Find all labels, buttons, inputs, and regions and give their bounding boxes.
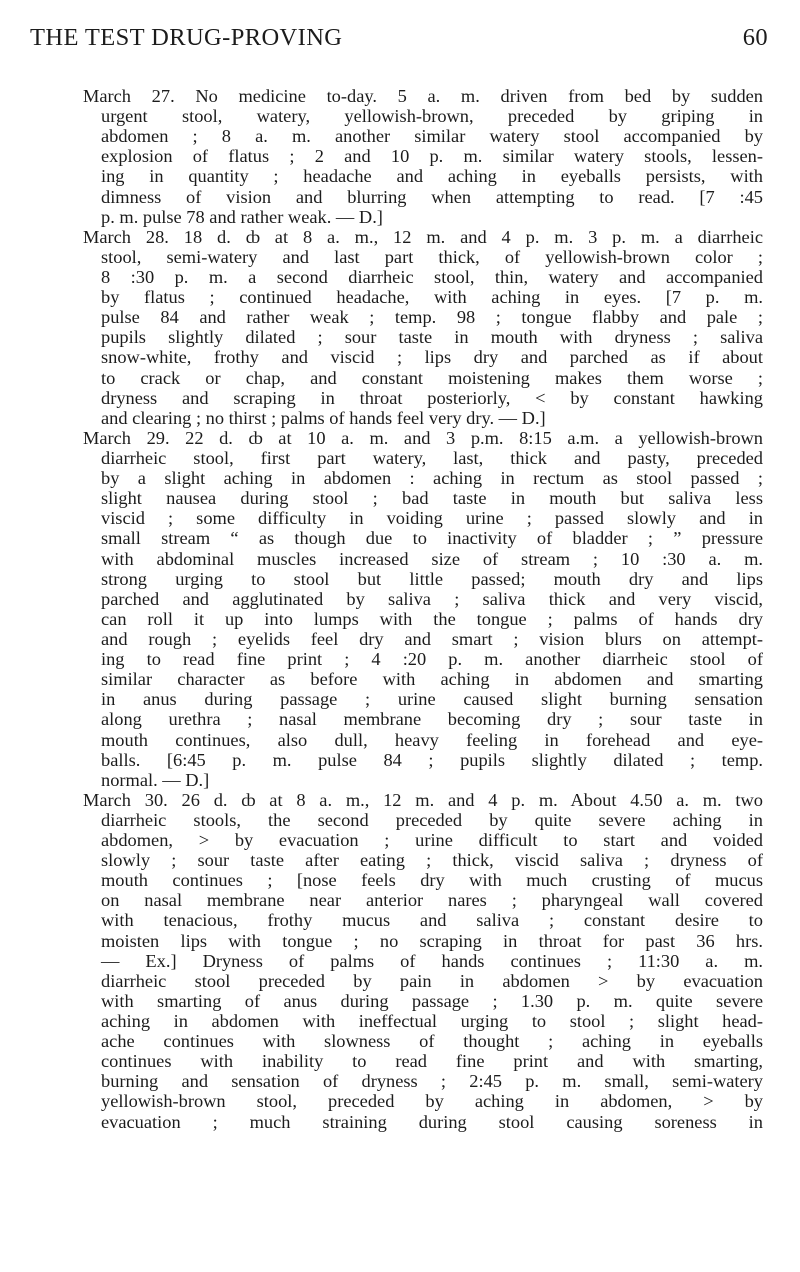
text-line: and clearing ; no thirst ; palms of hands feel very dry. — D.] <box>101 407 546 428</box>
text-line: pupils slightly dilated ; sour taste in mouth with dryness ; saliva <box>101 327 763 348</box>
text-line: — Ex.] Dryness of palms of hands continues ; 11:30 a. m. <box>101 950 763 971</box>
text-line: pulse 84 and rather weak ; temp. 98 ; tongue flabby and pale ; <box>101 307 763 328</box>
text-line: burning and sensation of dryness ; 2:45 p. m. small, semi-watery <box>101 1071 763 1092</box>
text-line: small stream “ as though due to inactivity of bladder ; ” pressure <box>101 528 763 549</box>
text-line: p. m. pulse 78 and rather weak. — D.] <box>101 206 383 227</box>
text-line: abdomen, > by evacuation ; urine difficult to start and voided <box>101 830 763 851</box>
text-line: mouth continues, also dull, heavy feeling in forehead and eye- <box>101 729 763 750</box>
text-line: diarrheic stool preceded by pain in abdomen > by evacuation <box>101 970 763 991</box>
text-line: to crack or chap, and constant moistening makes them worse ; <box>101 367 763 388</box>
text-line: strong urging to stool but little passed; mouth dry and lips <box>101 568 763 589</box>
text-line: moisten lips with tongue ; no scraping in throat for past 36 hrs. <box>101 930 763 951</box>
text-line: ing to read fine print ; 4 :20 p. m. another diarrheic stool of <box>101 649 763 670</box>
text-line: on nasal membrane near anterior nares ; pharyngeal wall covered <box>101 890 763 911</box>
text-line: yellowish-brown stool, preceded by aching in abdomen, > by <box>101 1091 763 1112</box>
text-line: similar character as before with aching in abdomen and smarting <box>101 669 763 690</box>
text-line: ing in quantity ; headache and aching in eyeballs persists, with <box>101 166 763 187</box>
text-line: continues with inability to read fine print and with smarting, <box>101 1051 763 1072</box>
text-line: dimness of vision and blurring when attempting to read. [7 :45 <box>101 186 763 207</box>
text-line: by a slight aching in abdomen : aching in rectum as stool passed ; <box>101 468 763 489</box>
text-line: parched and agglutinated by saliva ; saliva thick and very viscid, <box>101 588 763 609</box>
text-line: with tenacious, frothy mucus and saliva ; constant desire to <box>101 910 763 931</box>
running-head <box>30 24 768 58</box>
journal-entries <box>83 86 763 1132</box>
text-line: aching in abdomen with ineffectual urging to stool ; slight head- <box>101 1011 763 1032</box>
text-line: and rough ; eyelids feel dry and smart ; vision blurs on attempt- <box>101 628 763 649</box>
text-line: stool, semi-watery and last part thick, of yellowish-brown color ; <box>101 246 763 267</box>
text-line: ache continues with slowness of thought ; aching in eyeballs <box>101 1031 763 1052</box>
text-line: dryness and scraping in throat posteriorly, < by constant hawking <box>101 387 763 408</box>
text-line: evacuation ; much straining during stool causing soreness in <box>101 1111 763 1132</box>
text-line: with smarting of anus during passage ; 1.30 p. m. quite severe <box>101 990 763 1011</box>
text-line: can roll it up into lumps with the tongue ; palms of hands dry <box>101 608 763 629</box>
entry-date-line: March 27. No medicine to-day. 5 a. m. driven from bed by sudden <box>83 86 763 106</box>
text-line: diarrheic stools, the second preceded by quite severe aching in <box>101 809 763 830</box>
text-line: urgent stool, watery, yellowish-brown, preceded by griping in <box>101 106 763 127</box>
text-line: snow-white, frothy and viscid ; lips dry and parched as if about <box>101 347 763 368</box>
text-line: normal. — D.] <box>101 769 210 790</box>
text-line: abdomen ; 8 a. m. another similar watery stool accompanied by <box>101 126 763 147</box>
text-line: 8 :30 p. m. a second diarrheic stool, thin, watery and accompanied <box>101 266 763 287</box>
text-line: along urethra ; nasal membrane becoming dry ; sour taste in <box>101 709 763 730</box>
text-line: slight nausea during stool ; bad taste in mouth but saliva less <box>101 488 763 509</box>
text-line: diarrheic stool, first part watery, last, thick and pasty, preceded <box>101 447 763 468</box>
entry-date-line: March 28. 18 d. ȸ at 8 a. m., 12 m. and 4 p. m. 3 p. m. a diarrheic <box>83 226 763 247</box>
text-line: with abdominal muscles increased size of stream ; 10 :30 a. m. <box>101 548 763 569</box>
text-line: in anus during passage ; urine caused slight burning sensation <box>101 689 763 710</box>
entry-date-line: March 30. 26 d. ȸ at 8 a. m., 12 m. and 4 p. m. About 4.50 a. m. two <box>83 789 763 810</box>
entry-date-line: March 29. 22 d. ȸ at 10 a. m. and 3 p.m. 8:15 a.m. a yellowish-brown <box>83 427 763 448</box>
text-line: explosion of flatus ; 2 and 10 p. m. similar watery stools, lessen- <box>101 146 763 167</box>
text-line: balls. [6:45 p. m. pulse 84 ; pupils slightly dilated ; temp. <box>101 749 763 770</box>
text-line: mouth continues ; [nose feels dry with much crusting of mucus <box>101 870 763 891</box>
text-line: by flatus ; continued headache, with aching in eyes. [7 p. m. <box>101 287 763 308</box>
page-number: 60 <box>742 24 768 51</box>
text-line: viscid ; some difficulty in voiding urine ; passed slowly and in <box>101 508 763 529</box>
text-line: slowly ; sour taste after eating ; thick, viscid saliva ; dryness of <box>101 850 763 871</box>
running-title: THE TEST DRUG-PROVING <box>30 24 343 51</box>
